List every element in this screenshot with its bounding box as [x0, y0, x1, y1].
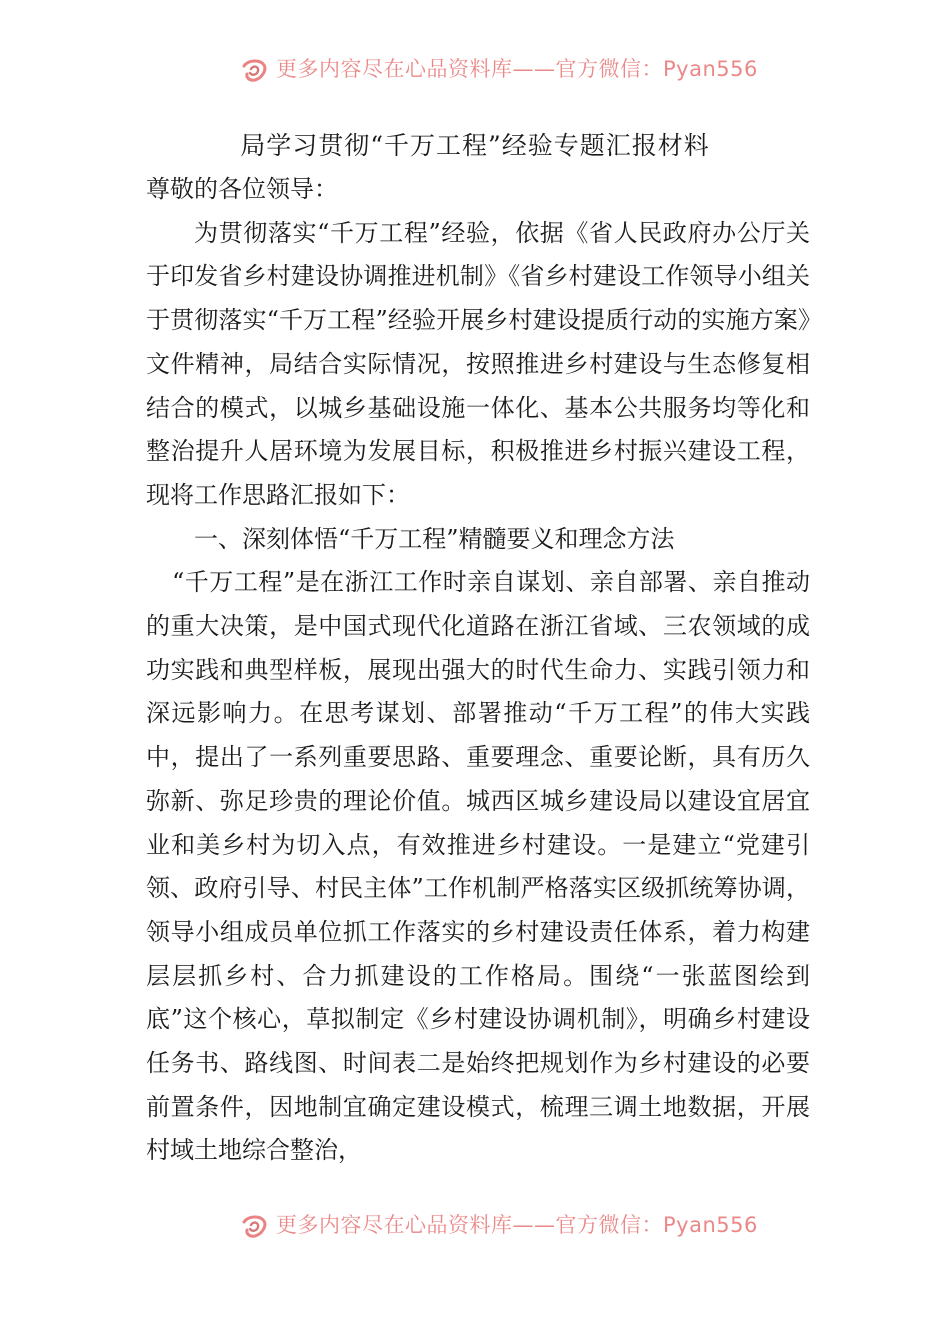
watermark-text: 更多内容尽在心品资料库——官方微信：Pyan556: [276, 1213, 758, 1237]
paragraph-intro: 为贯彻落实“千万工程”经验，依据《省人民政府办公厅关于印发省乡村建设协调推进机制》《省乡村建设工作领导小组关于贯彻落实“千万工程”经验开展乡村建设提质行动的实施方案》文件精神，局结合实际情况，按照推进乡村建设与生态修复相结合的模式，以城乡基础设施一体化、基本公共服务均等化和整治提升人居环境为发展目标，积极推进乡村振兴建设工程，现将工作思路汇报如下：: [146, 218, 810, 509]
salutation: 尊敬的各位领导：: [146, 175, 338, 203]
watermark-text: 更多内容尽在心品资料库——官方微信：Pyan556: [276, 57, 758, 81]
watermark-footer: [0, 1208, 950, 1248]
document-title: 局学习贯彻“千万工程”经验专题汇报材料: [240, 131, 710, 160]
document-body: [146, 168, 810, 1173]
paragraph-main: “千万工程”是在浙江工作时亲自谋划、亲自部署、亲自推动的重大决策，是中国式现代化道路在浙江省域、三农领域的成功实践和典型样板，展现出强大的时代生命力、实践引领力和深远影响力。在思考谋划、部署推动“千万工程”的伟大实践中，提出了一系列重要思路、重要理念、重要论断，具有历久弥新、弥足珍贵的理论价值。城西区城乡建设局以建设宜居宜业和美乡村为切入点，有效推进乡村建设。一是建立“党建引领、政府引导、村民主体”工作机制严格落实区级抓统筹协调，领导小组成员单位抓工作落实的乡村建设责任体系，着力构建层层抓乡村、合力抓建设的工作格局。围绕“一张蓝图绘到底”这个核心，草拟制定《乡村建设协调机制》，明确乡村建设任务书、路线图、时间表二是始终把规划作为乡村建设的必要前置条件，因地制宜确定建设模式，梳理三调土地数据，开展村域土地综合整治，: [146, 568, 810, 1165]
section-heading: 一、深刻体悟“千万工程”精髓要义和理念方法: [194, 524, 675, 553]
brand-logo-icon: [240, 56, 270, 86]
brand-logo-icon: [240, 1212, 270, 1242]
watermark-header: [0, 52, 950, 92]
